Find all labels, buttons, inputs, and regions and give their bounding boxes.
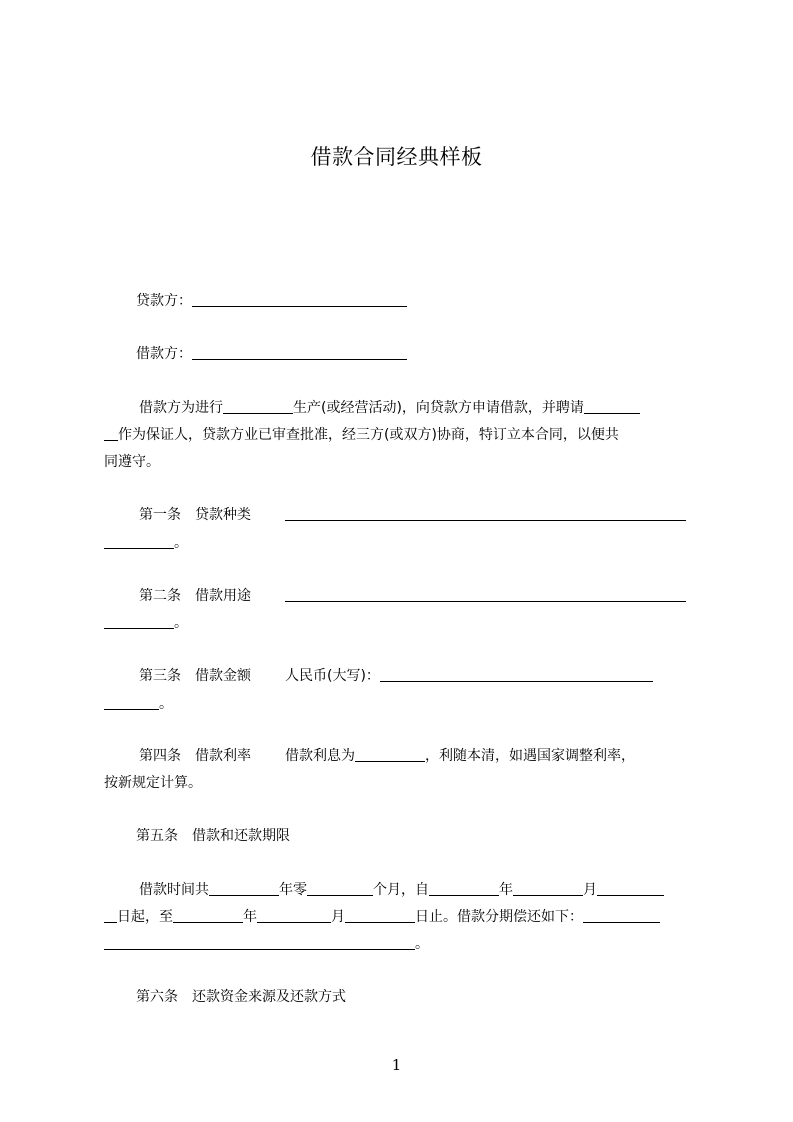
start-day-blank-cont[interactable] xyxy=(104,908,117,923)
term-months-blank[interactable] xyxy=(307,881,373,896)
intro-line-2 xyxy=(104,425,619,445)
start-year-blank[interactable] xyxy=(429,881,499,896)
lender-label: 贷款方： xyxy=(136,293,192,309)
article-5-name: 借款和还款期限 xyxy=(192,828,290,844)
article-1-line-2 xyxy=(104,533,188,553)
article-3-number: 第三条 xyxy=(139,668,181,684)
term-text-4: 年 xyxy=(499,882,513,898)
loan-amount-blank-cont[interactable] xyxy=(104,695,159,710)
article-2-number: 第二条 xyxy=(139,588,181,604)
article-4-line-2 xyxy=(104,773,202,793)
article-3-line-2 xyxy=(104,694,173,714)
article-4-number: 第四条 xyxy=(139,748,181,764)
interest-rate-blank[interactable] xyxy=(355,747,425,762)
term-text-6: 日起，至 xyxy=(117,909,173,925)
term-line-1 xyxy=(139,880,664,900)
article-3-text: 人民币(大写)： xyxy=(285,668,380,684)
borrower-label: 借款方： xyxy=(136,346,192,362)
production-blank[interactable] xyxy=(223,399,293,414)
article-2-end: 。 xyxy=(174,615,188,631)
article-6-number: 第六条 xyxy=(136,989,178,1005)
loan-type-blank-cont[interactable] xyxy=(104,534,174,549)
article-5-line xyxy=(136,826,290,846)
term-text-8: 月 xyxy=(331,909,345,925)
article-4-name: 借款利率 xyxy=(195,748,251,764)
article-1-number: 第一条 xyxy=(139,507,181,523)
borrower-blank[interactable] xyxy=(192,345,407,360)
term-line-3 xyxy=(104,934,429,954)
guarantor-blank-cont[interactable] xyxy=(104,426,118,441)
start-day-blank[interactable] xyxy=(597,881,664,896)
article-1-name: 贷款种类 xyxy=(195,507,251,523)
article-5-number: 第五条 xyxy=(136,828,178,844)
intro-line-3 xyxy=(104,452,160,472)
article-2-line xyxy=(139,586,686,606)
loan-purpose-blank-cont[interactable] xyxy=(104,614,174,629)
article-4-text-1: 借款利息为 xyxy=(285,748,355,764)
installment-blank-cont[interactable] xyxy=(104,935,415,950)
loan-type-blank[interactable] xyxy=(285,506,686,521)
article-4-text-3: 按新规定计算。 xyxy=(104,775,202,791)
term-text-2: 年零 xyxy=(279,882,307,898)
term-text-10: 。 xyxy=(415,936,429,952)
page-number: 1 xyxy=(391,1056,402,1074)
loan-amount-blank[interactable] xyxy=(380,667,653,682)
article-4-text-2: ，利随本清，如遇国家调整利率， xyxy=(425,748,635,764)
article-3-end: 。 xyxy=(159,696,173,712)
installment-blank[interactable] xyxy=(583,908,660,923)
intro-text-2: 生产(或经营活动)，向贷款方申请借款，并聘请 xyxy=(293,400,584,416)
article-2-line-2 xyxy=(104,613,188,633)
article-3-name: 借款金额 xyxy=(195,668,251,684)
intro-text-1: 借款方为进行 xyxy=(139,400,223,416)
term-text-7: 年 xyxy=(243,909,257,925)
article-4-line xyxy=(139,746,635,766)
article-1-end: 。 xyxy=(174,535,188,551)
borrower-line xyxy=(136,344,407,364)
lender-blank[interactable] xyxy=(192,292,407,307)
term-line-2 xyxy=(104,907,660,927)
start-month-blank[interactable] xyxy=(513,881,583,896)
guarantor-blank[interactable] xyxy=(584,399,640,414)
term-text-9: 日止。借款分期偿还如下： xyxy=(415,909,583,925)
article-2-name: 借款用途 xyxy=(195,588,251,604)
article-6-line xyxy=(136,987,346,1007)
end-year-blank[interactable] xyxy=(173,908,243,923)
intro-text-3: 作为保证人，贷款方业已审查批准，经三方(或双方)协商，特订立本合同，以便共 xyxy=(118,427,619,443)
end-day-blank[interactable] xyxy=(345,908,415,923)
term-years-blank[interactable] xyxy=(209,881,279,896)
intro-line-1 xyxy=(139,398,640,418)
lender-line xyxy=(136,291,407,311)
article-3-line xyxy=(139,666,653,686)
article-1-line xyxy=(139,505,686,525)
page-title: 借款合同经典样板 xyxy=(310,145,483,169)
end-month-blank[interactable] xyxy=(257,908,331,923)
term-text-1: 借款时间共 xyxy=(139,882,209,898)
intro-text-4: 同遵守。 xyxy=(104,454,160,470)
term-text-3: 个月，自 xyxy=(373,882,429,898)
term-text-5: 月 xyxy=(583,882,597,898)
loan-purpose-blank[interactable] xyxy=(285,587,686,602)
article-6-name: 还款资金来源及还款方式 xyxy=(192,989,346,1005)
